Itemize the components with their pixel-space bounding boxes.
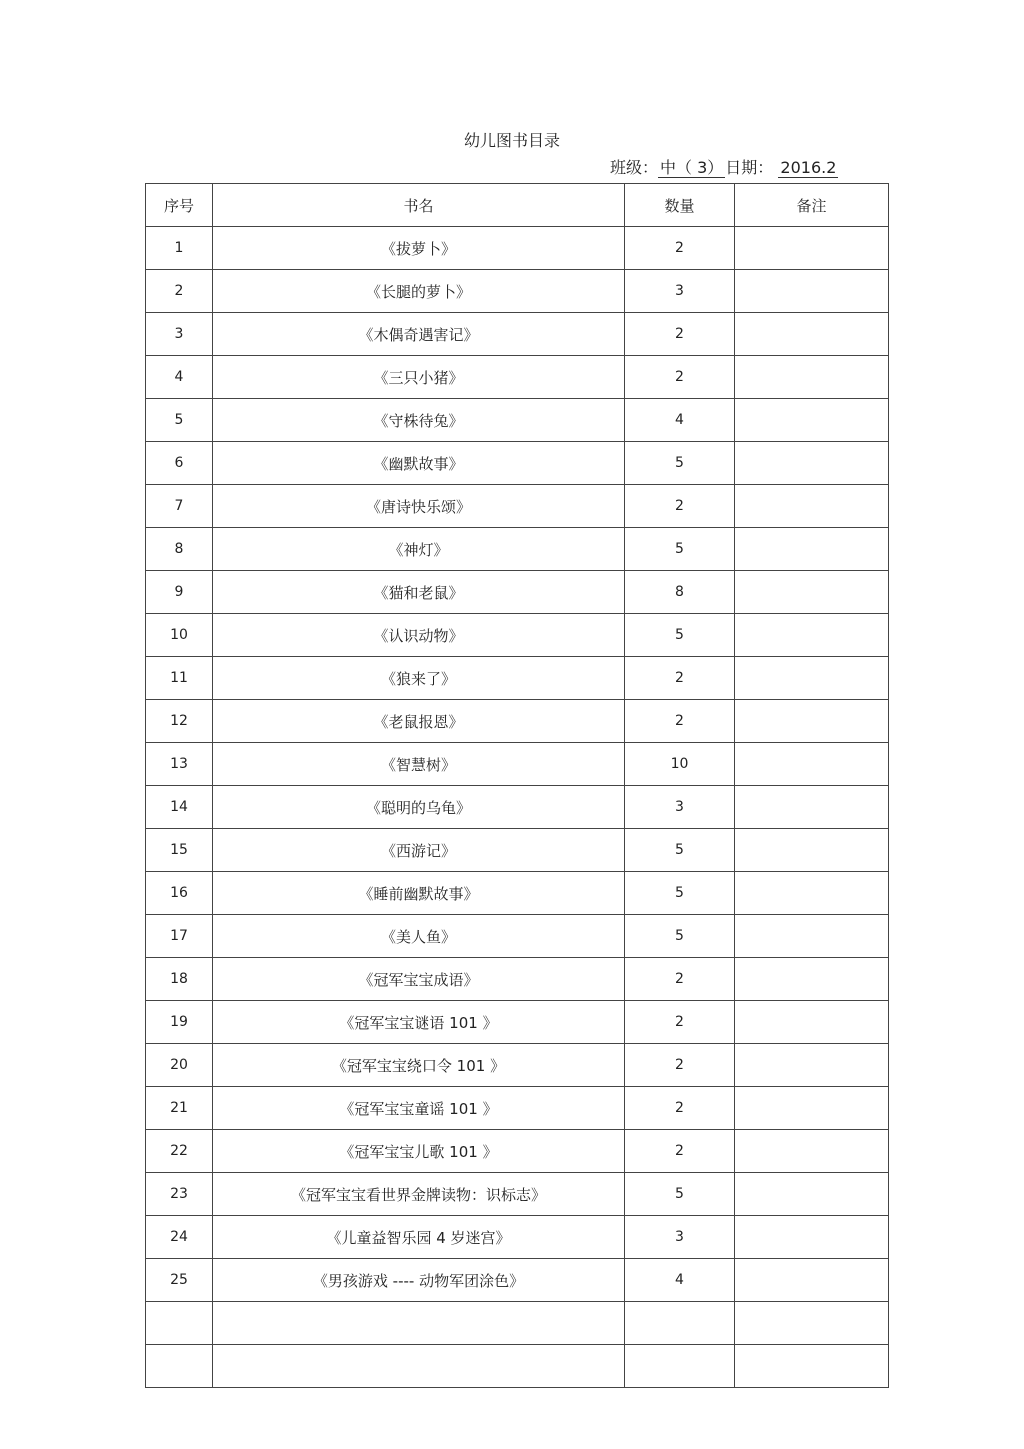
row-no: 3 — [146, 313, 213, 356]
row-note — [735, 829, 889, 872]
row-qty: 5 — [625, 442, 735, 485]
row-qty — [625, 1302, 735, 1345]
row-name: 《冠军宝宝绕口令 101 》 — [213, 1044, 625, 1087]
row-no: 12 — [146, 700, 213, 743]
row-qty: 2 — [625, 1130, 735, 1173]
row-note — [735, 1044, 889, 1087]
row-note — [735, 700, 889, 743]
row-no: 5 — [146, 399, 213, 442]
row-qty: 2 — [625, 485, 735, 528]
row-name: 《幽默故事》 — [213, 442, 625, 485]
table-row — [146, 743, 889, 786]
row-name: 《冠军宝宝谜语 101 》 — [213, 1001, 625, 1044]
row-note — [735, 442, 889, 485]
row-name: 《冠军宝宝看世界金牌读物：识标志》 — [213, 1173, 625, 1216]
page-title: 幼儿图书目录 — [463, 131, 560, 150]
row-note — [735, 399, 889, 442]
row-note — [735, 614, 889, 657]
row-name: 《冠军宝宝儿歌 101 》 — [213, 1130, 625, 1173]
table-row — [146, 915, 889, 958]
table-row — [146, 571, 889, 614]
row-no: 15 — [146, 829, 213, 872]
row-note — [735, 313, 889, 356]
row-name: 《长腿的萝卜》 — [213, 270, 625, 313]
row-no: 14 — [146, 786, 213, 829]
date-value: 2016.2 — [780, 158, 837, 177]
row-qty: 5 — [625, 528, 735, 571]
row-name: 《西游记》 — [213, 829, 625, 872]
row-note — [735, 227, 889, 270]
row-name — [213, 1302, 625, 1345]
row-qty: 10 — [625, 743, 735, 786]
class-label: 班级： — [610, 158, 659, 177]
row-name: 《神灯》 — [213, 528, 625, 571]
row-name: 《唐诗快乐颂》 — [213, 485, 625, 528]
row-name: 《猫和老鼠》 — [213, 571, 625, 614]
row-qty: 4 — [625, 1259, 735, 1302]
row-name: 《聪明的乌龟》 — [213, 786, 625, 829]
row-no: 10 — [146, 614, 213, 657]
row-qty: 3 — [625, 1216, 735, 1259]
table-row — [146, 1001, 889, 1044]
row-note — [735, 1087, 889, 1130]
row-name: 《冠军宝宝童谣 101 》 — [213, 1087, 625, 1130]
row-name: 《守株待兔》 — [213, 399, 625, 442]
table-row — [146, 872, 889, 915]
row-qty: 5 — [625, 915, 735, 958]
header-qty: 数量 — [625, 184, 735, 227]
row-no: 13 — [146, 743, 213, 786]
table-row — [146, 356, 889, 399]
row-no: 2 — [146, 270, 213, 313]
row-no — [146, 1345, 213, 1388]
row-name: 《狼来了》 — [213, 657, 625, 700]
table-row — [146, 1044, 889, 1087]
table-row — [146, 313, 889, 356]
row-no: 22 — [146, 1130, 213, 1173]
row-qty: 3 — [625, 270, 735, 313]
table-row — [146, 829, 889, 872]
row-note — [735, 1345, 889, 1388]
table-row — [146, 1259, 889, 1302]
row-note — [735, 270, 889, 313]
row-name: 《老鼠报恩》 — [213, 700, 625, 743]
row-name: 《三只小猪》 — [213, 356, 625, 399]
row-qty: 2 — [625, 657, 735, 700]
row-qty: 2 — [625, 356, 735, 399]
row-no: 16 — [146, 872, 213, 915]
row-qty: 2 — [625, 1001, 735, 1044]
row-no: 8 — [146, 528, 213, 571]
table-row — [146, 227, 889, 270]
table-row — [146, 399, 889, 442]
date-label: 日期： — [725, 158, 774, 177]
row-note — [735, 528, 889, 571]
row-name: 《睡前幽默故事》 — [213, 872, 625, 915]
header-no: 序号 — [146, 184, 213, 227]
row-name: 《冠军宝宝成语》 — [213, 958, 625, 1001]
row-no: 21 — [146, 1087, 213, 1130]
class-value: 中（ 3） — [660, 158, 724, 177]
row-note — [735, 1302, 889, 1345]
row-no: 23 — [146, 1173, 213, 1216]
row-qty: 2 — [625, 700, 735, 743]
row-qty: 5 — [625, 872, 735, 915]
table-row — [146, 1216, 889, 1259]
row-name: 《儿童益智乐园 4 岁迷宫》 — [213, 1216, 625, 1259]
row-note — [735, 485, 889, 528]
book-catalog-table — [145, 183, 889, 1388]
row-qty: 2 — [625, 1044, 735, 1087]
row-note — [735, 958, 889, 1001]
table-row-empty — [146, 1345, 889, 1388]
row-qty: 2 — [625, 313, 735, 356]
row-no: 20 — [146, 1044, 213, 1087]
row-note — [735, 1001, 889, 1044]
row-note — [735, 657, 889, 700]
row-no: 6 — [146, 442, 213, 485]
table-row — [146, 1087, 889, 1130]
row-name — [213, 1345, 625, 1388]
row-qty: 2 — [625, 1087, 735, 1130]
row-note — [735, 1130, 889, 1173]
row-no: 11 — [146, 657, 213, 700]
row-qty: 3 — [625, 786, 735, 829]
table-row — [146, 270, 889, 313]
row-no: 9 — [146, 571, 213, 614]
header-row — [146, 184, 889, 227]
row-note — [735, 743, 889, 786]
row-no: 1 — [146, 227, 213, 270]
row-note — [735, 915, 889, 958]
row-no: 25 — [146, 1259, 213, 1302]
header-note: 备注 — [735, 184, 889, 227]
row-note — [735, 571, 889, 614]
row-qty: 4 — [625, 399, 735, 442]
table-row — [146, 786, 889, 829]
row-note — [735, 872, 889, 915]
row-name: 《美人鱼》 — [213, 915, 625, 958]
row-no: 24 — [146, 1216, 213, 1259]
table-row — [146, 657, 889, 700]
row-no: 7 — [146, 485, 213, 528]
table-row — [146, 442, 889, 485]
row-qty: 2 — [625, 227, 735, 270]
row-no: 4 — [146, 356, 213, 399]
row-no — [146, 1302, 213, 1345]
table-row — [146, 958, 889, 1001]
row-name: 《认识动物》 — [213, 614, 625, 657]
table-row — [146, 614, 889, 657]
row-no: 18 — [146, 958, 213, 1001]
row-qty — [625, 1345, 735, 1388]
row-no: 17 — [146, 915, 213, 958]
table-row — [146, 700, 889, 743]
row-note — [735, 786, 889, 829]
row-name: 《木偶奇遇害记》 — [213, 313, 625, 356]
table-row — [146, 1130, 889, 1173]
header-name: 书名 — [213, 184, 625, 227]
row-qty: 8 — [625, 571, 735, 614]
row-note — [735, 1216, 889, 1259]
row-note — [735, 1173, 889, 1216]
row-qty: 5 — [625, 614, 735, 657]
table-row — [146, 485, 889, 528]
row-qty: 5 — [625, 1173, 735, 1216]
row-qty: 5 — [625, 829, 735, 872]
row-name: 《男孩游戏 ---- 动物军团涂色》 — [213, 1259, 625, 1302]
row-no: 19 — [146, 1001, 213, 1044]
row-qty: 2 — [625, 958, 735, 1001]
table-row — [146, 528, 889, 571]
row-note — [735, 1259, 889, 1302]
row-note — [735, 356, 889, 399]
class-date-line — [610, 158, 838, 178]
row-name: 《智慧树》 — [213, 743, 625, 786]
table-row-empty — [146, 1302, 889, 1345]
table-row — [146, 1173, 889, 1216]
row-name: 《拔萝卜》 — [213, 227, 625, 270]
